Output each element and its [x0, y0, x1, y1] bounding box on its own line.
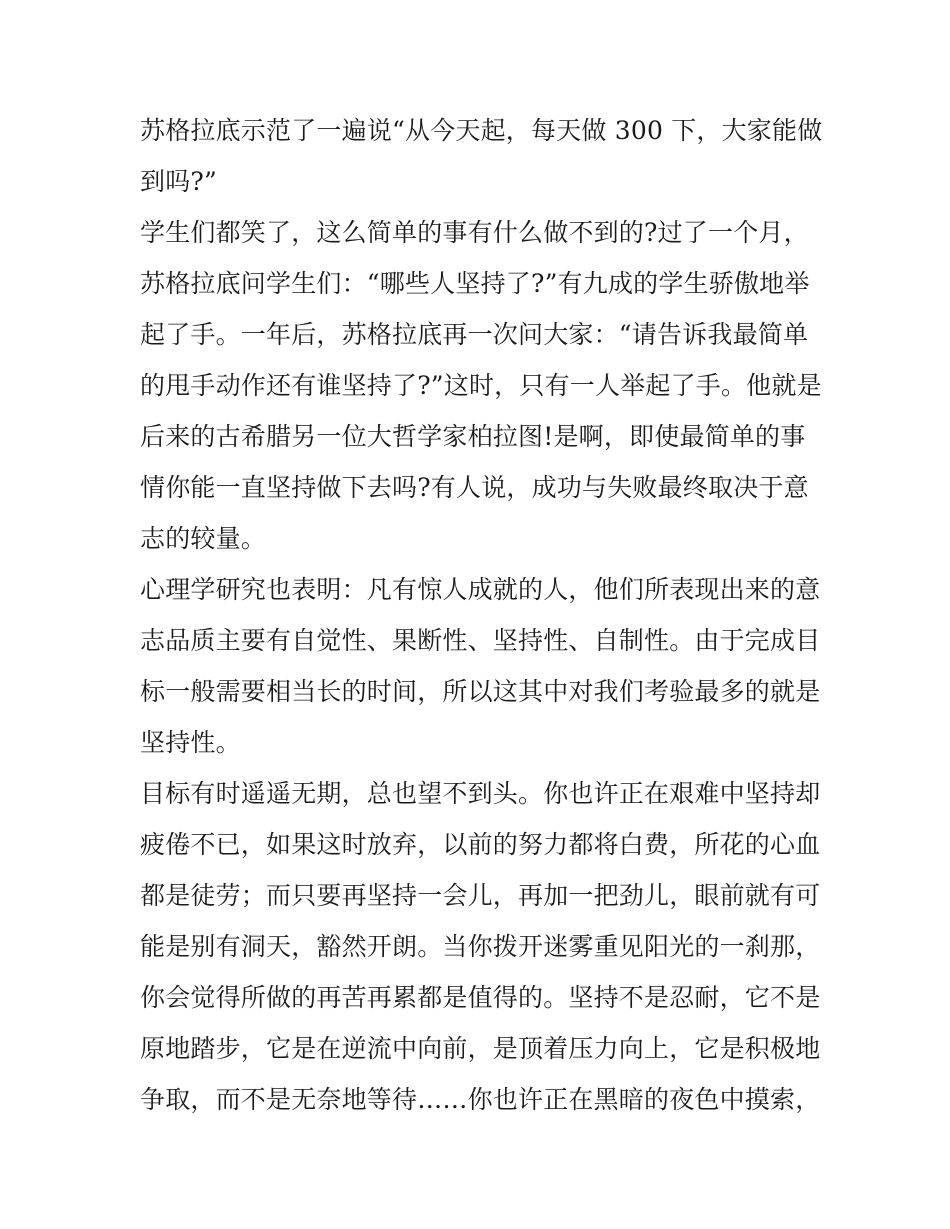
paragraph: [140, 564, 821, 768]
paragraph: [140, 207, 822, 564]
paragraph: [140, 768, 821, 1125]
text-line: 志的较量。: [140, 524, 267, 553]
paragraph: [140, 105, 823, 207]
text-line: 心理学研究也表明：凡有惊人成就的人，他们所表现出来的意: [140, 575, 821, 604]
text-line: 争取，而不是无奈地等待……你也许正在黑暗的夜色中摸索，: [140, 1085, 821, 1114]
text-line: 学生们都笑了，这么简单的事有什么做不到的?过了一个月，: [140, 218, 809, 247]
text-line: 你会觉得所做的再苦再累都是值得的。坚持不是忍耐，它不是: [140, 983, 821, 1012]
text-line: 原地踏步，它是在逆流中向前，是顶着压力向上，它是积极地: [140, 1034, 821, 1063]
text-line: 能是别有洞天，豁然开朗。当你拨开迷雾重见阳光的一刹那，: [140, 932, 821, 961]
text-line: 苏格拉底问学生们：“哪些人坚持了?”有九成的学生骄傲地举: [140, 269, 810, 298]
document-body: [140, 105, 823, 1125]
text-line: 目标有时遥遥无期，总也望不到头。你也许正在艰难中坚持却: [140, 779, 821, 808]
text-line: 情你能一直坚持做下去吗?有人说，成功与失败最终取决于意: [140, 473, 809, 502]
text-line: 志品质主要有自觉性、果断性、坚持性、自制性。由于完成目: [140, 626, 821, 655]
text-line: 都是徒劳；而只要再坚持一会儿，再加一把劲儿，眼前就有可: [140, 881, 821, 910]
text-line: 后来的古希腊另一位大哲学家柏拉图!是啊，即使最简单的事: [140, 422, 806, 451]
text-line: 的甩手动作还有谁坚持了?”这时，只有一人举起了手。他就是: [140, 371, 822, 400]
text-line: 苏格拉底示范了一遍说“从今天起，每天做 300 下，大家能做: [140, 116, 823, 145]
text-line: 起了手。一年后，苏格拉底再一次问大家：“请告诉我最简单: [140, 320, 809, 349]
text-line: 疲倦不已，如果这时放弃，以前的努力都将白费，所花的心血: [140, 830, 821, 859]
text-line: 坚持性。: [140, 728, 241, 757]
text-line: 标一般需要相当长的时间，所以这其中对我们考验最多的就是: [140, 677, 821, 706]
text-line: 到吗?”: [140, 167, 217, 196]
